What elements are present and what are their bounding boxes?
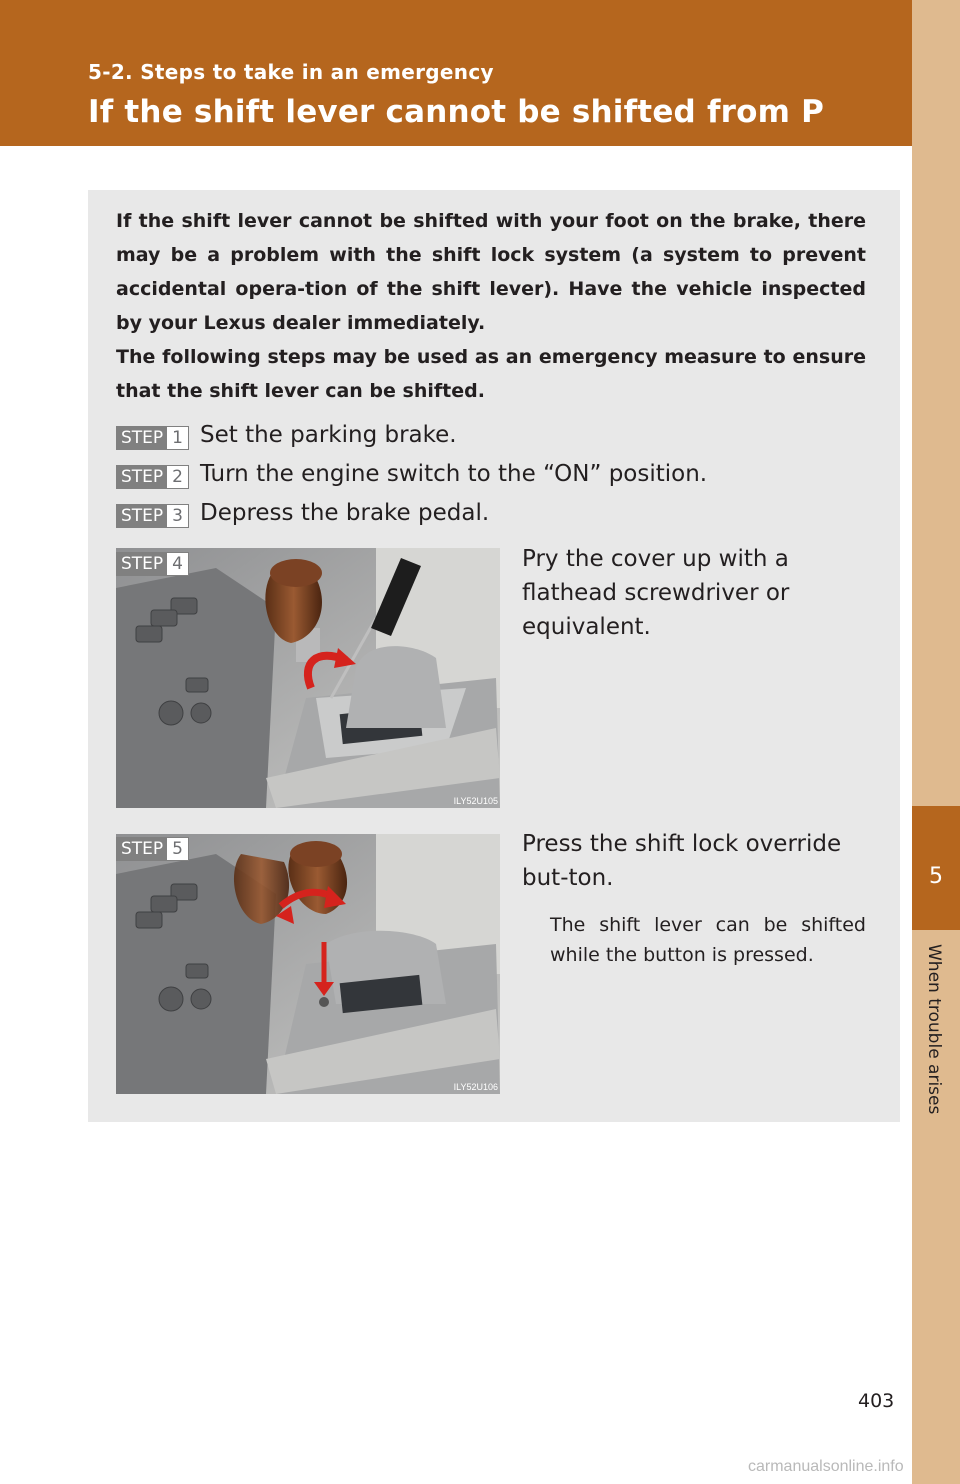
step-1-badge xyxy=(116,426,189,450)
page-header xyxy=(0,0,912,146)
step-1-text: Set the parking brake. xyxy=(200,422,457,448)
step-1-word: STEP xyxy=(117,427,167,449)
step-3-badge xyxy=(116,504,189,528)
page-number: 403 xyxy=(858,1390,895,1412)
step-4-image-code: ILY52U105 xyxy=(453,796,498,806)
step-1-number: 1 xyxy=(172,428,183,448)
watermark: carmanualsonline.info xyxy=(748,1458,904,1475)
step-5-badge xyxy=(116,837,189,861)
step-5-text: Press the shift lock override but-ton. xyxy=(522,831,842,891)
step-5-word: STEP xyxy=(117,838,167,860)
intro-paragraph-1: If the shift lever cannot be shifted with your foot on the brake, there may be a problem with the shift lock system (a system to prevent accidental opera-tion of the shift lever). Have the vehicle inspected by your Lexus dealer immediately. xyxy=(116,210,866,334)
step-4-text: Pry the cover up with a flathead screwdriver or equivalent. xyxy=(522,546,790,640)
step-4-word: STEP xyxy=(117,553,167,575)
chapter-title-container xyxy=(920,944,952,1144)
step-5-image-code: ILY52U106 xyxy=(453,1082,498,1092)
section-label: 5-2. Steps to take in an emergency xyxy=(88,60,494,84)
step-2-text: Turn the engine switch to the “ON” position. xyxy=(200,461,708,487)
step-3-number: 3 xyxy=(172,506,183,526)
step-4-illustration xyxy=(116,548,500,808)
shift-console-pry-illustration xyxy=(116,548,500,808)
chapter-number: 5 xyxy=(929,864,943,889)
intro-paragraph-2: The following steps may be used as an emergency measure to ensure that the shift lever can be shifted. xyxy=(116,346,866,402)
chapter-tab[interactable] xyxy=(912,806,960,930)
step-2-badge xyxy=(116,465,189,489)
step-3-text: Depress the brake pedal. xyxy=(200,500,490,526)
step-4-number: 4 xyxy=(172,554,183,574)
intro-text xyxy=(116,204,866,408)
shift-lock-override-illustration xyxy=(116,834,500,1094)
step-5-number: 5 xyxy=(172,839,183,859)
step-5-illustration xyxy=(116,834,500,1094)
step-3-word: STEP xyxy=(117,505,167,527)
page-title: If the shift lever cannot be shifted from P xyxy=(88,94,825,130)
side-strip xyxy=(912,0,960,1484)
step-2-word: STEP xyxy=(117,466,167,488)
step-4-badge xyxy=(116,552,189,576)
step-5-note: The shift lever can be shifted while the button is pressed. xyxy=(550,914,866,966)
step-2-number: 2 xyxy=(172,467,183,487)
chapter-title: When trouble arises xyxy=(924,944,944,1115)
